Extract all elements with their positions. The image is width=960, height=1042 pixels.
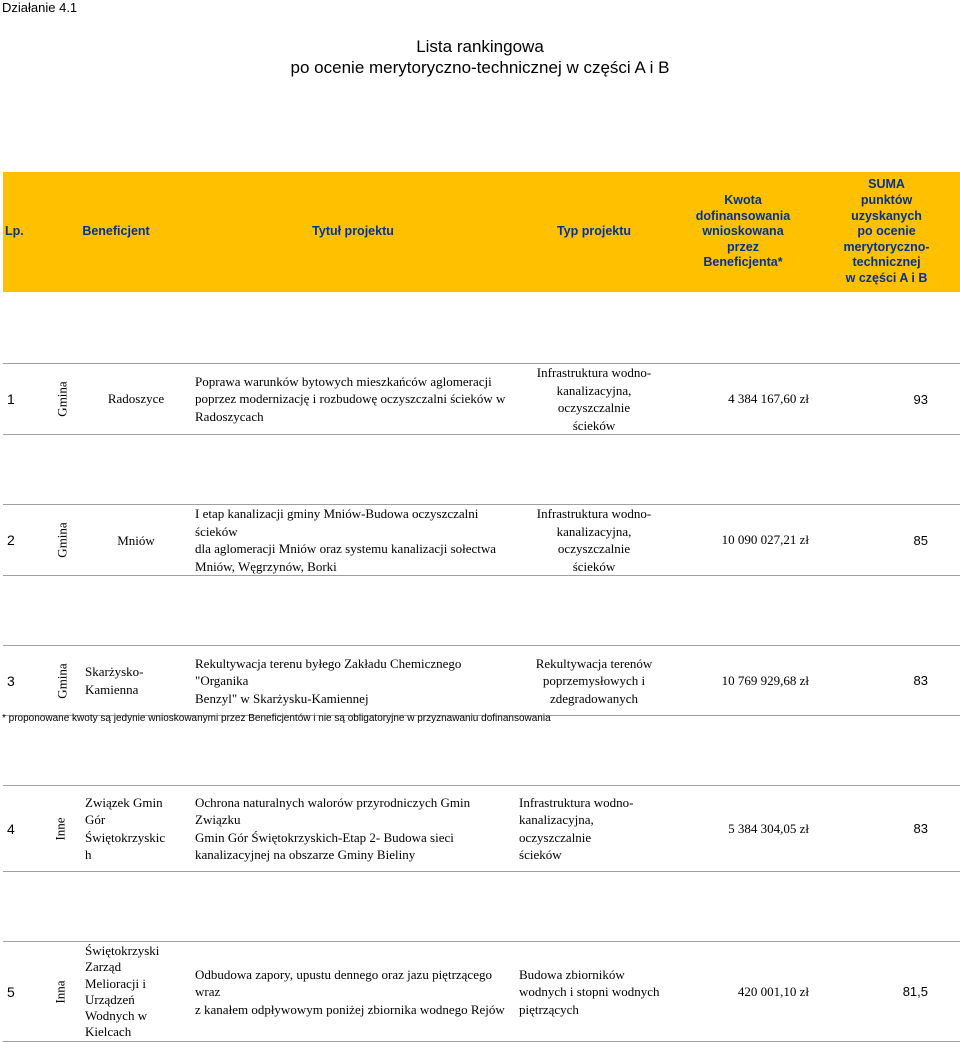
ranking-table — [3, 172, 960, 1042]
row-title: Odbudowa zapory, upustu dennego oraz jazu piętrzącego wraz z kanałem odpływowym poniżej zbiornika wodnego Rejów — [191, 942, 515, 1042]
table-row — [3, 942, 960, 1042]
row-lp: 4 — [3, 786, 41, 872]
row-project-type: Budowa zbiorników wodnych i stopni wodnych piętrzących — [515, 942, 673, 1042]
row-beneficjent: Mniów — [81, 505, 191, 576]
row-project-type: Rekultywacja terenów poprzemysłowych i zdegradowanych — [515, 646, 673, 716]
table-row — [3, 786, 960, 872]
row-beneficjent: Związek Gmin Gór Świętokrzyskic h — [81, 786, 191, 872]
footnote: * proponowane kwoty są jedynie wnioskowanymi przez Beneficjentów i nie są obligatoryjne w przyznawaniu dofinansowania — [2, 713, 551, 724]
col-header-typ: Typ projektu — [515, 172, 673, 294]
row-amount: 10 769 929,68 zł — [673, 646, 813, 716]
row-amount: 5 384 304,05 zł — [673, 786, 813, 872]
row-title: Rekultywacja terenu byłego Zakładu Chemicznego "Organika Benzyl" w Skarżysku-Kamiennej — [191, 646, 515, 716]
col-header-suma: SUMA punktów uzyskanych po ocenie merytoryczno- technicznej w części A i B — [813, 172, 960, 294]
row-amount: 420 001,10 zł — [673, 942, 813, 1042]
row-lp: 2 — [3, 505, 41, 576]
row-project-type: Infrastruktura wodno- kanalizacyjna, oczyszczalnie ścieków — [515, 786, 673, 872]
col-header-lp: Lp. — [3, 172, 41, 294]
table-row — [3, 505, 960, 576]
row-score: 81,5 — [813, 942, 960, 1042]
row-lp: 1 — [3, 364, 41, 435]
row-score: 83 — [813, 646, 960, 716]
row-type: Gmina — [41, 364, 81, 435]
row-type: Inna — [41, 942, 81, 1042]
row-score: 85 — [813, 505, 960, 576]
row-type: Gmina — [41, 505, 81, 576]
row-type: Inne — [41, 786, 81, 872]
row-lp: 5 — [3, 942, 41, 1042]
table-row — [3, 646, 960, 716]
row-score: 83 — [813, 786, 960, 872]
row-type: Gmina — [41, 646, 81, 716]
row-title: Ochrona naturalnych walorów przyrodniczych Gmin Związku Gmin Gór Świętokrzyskich-Etap 2- Budowa sieci kanalizacyjnej na obszarze Gminy Bieliny — [191, 786, 515, 872]
col-header-tytul: Tytuł projektu — [191, 172, 515, 294]
page-subtitle: po ocenie merytoryczno-technicznej w części A i B — [290, 58, 670, 77]
page-title: Lista rankingowa — [416, 37, 544, 56]
col-header-beneficjent: Beneficjent — [41, 172, 191, 294]
col-header-kwota: Kwota dofinansowania wnioskowana przez Beneficjenta* — [673, 172, 813, 294]
row-beneficjent: Skarżysko- Kamienna — [81, 646, 191, 716]
row-amount: 4 384 167,60 zł — [673, 364, 813, 435]
action-label: Działanie 4.1 — [2, 0, 78, 15]
table-row — [3, 364, 960, 435]
row-lp: 3 — [3, 646, 41, 716]
row-project-type: Infrastruktura wodno- kanalizacyjna, oczyszczalnie ścieków — [515, 505, 673, 576]
header-row — [3, 172, 960, 294]
row-project-type: Infrastruktura wodno- kanalizacyjna, oczyszczalnie ścieków — [515, 364, 673, 435]
row-beneficjent: Świętokrzyski Zarząd Melioracji i Urządzeń Wodnych w Kielcach — [81, 942, 191, 1042]
row-title: Poprawa warunków bytowych mieszkańców aglomeracji poprzez modernizację i rozbudowę oczyszczalni ścieków w Radoszycach — [191, 364, 515, 435]
row-score: 93 — [813, 364, 960, 435]
row-beneficjent: Radoszyce — [81, 364, 191, 435]
row-title: I etap kanalizacji gminy Mniów-Budowa oczyszczalni ścieków dla aglomeracji Mniów oraz systemu kanalizacji sołectwa Mniów, Węgrzynów, Borki — [191, 505, 515, 576]
row-amount: 10 090 027,21 zł — [673, 505, 813, 576]
